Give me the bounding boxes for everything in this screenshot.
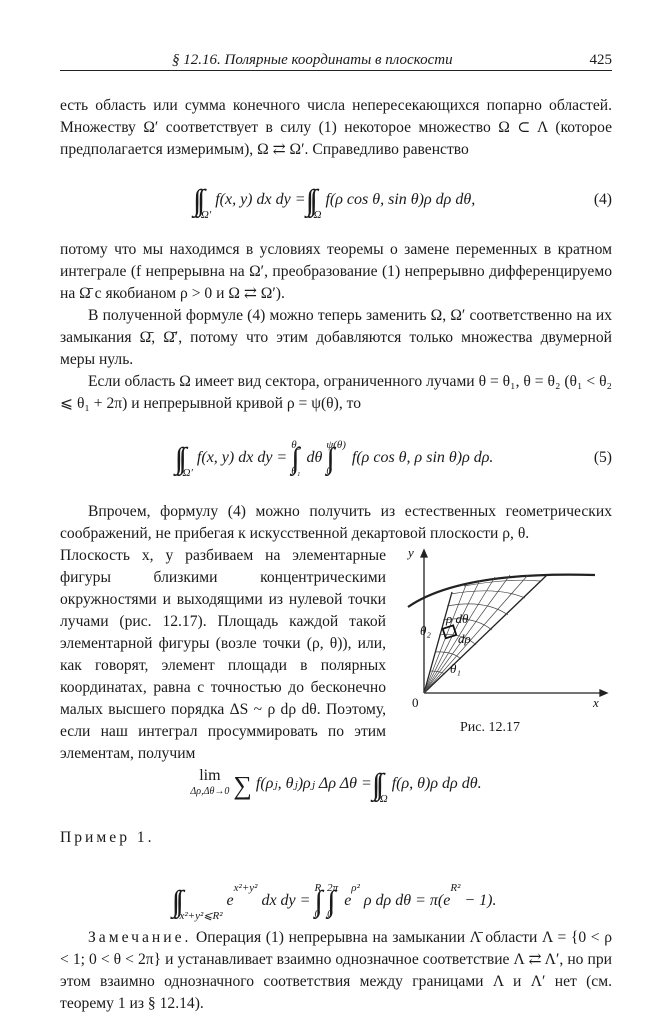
equation-5-number: (5)	[593, 449, 612, 466]
page-number: 425	[589, 52, 612, 68]
section-title: § 12.16. Полярные координаты в плоскости	[172, 52, 453, 68]
figure-12-17	[400, 545, 612, 745]
label-rho-dtheta: ρ dθ	[446, 611, 469, 626]
paragraph-geometric: Впрочем, формулу (4) можно получить из естественных геометрических соображений, не прибегая к искусственной декартовой плоскости ρ, θ.	[60, 503, 612, 542]
remark-label: Замечание.	[88, 929, 192, 946]
label-theta1: θ₁	[450, 661, 461, 676]
paragraph-sector: Если область Ω имеет вид сектора, ограниченного лучами θ = θ₁, θ = θ₂ (θ₁ < θ₂ ⩽ θ₁ + 2π) и непрерывной кривой ρ = ψ(θ), то	[60, 373, 612, 412]
paragraph-closure: В полученной формуле (4) можно теперь заменить Ω, Ω′ соответственно на их замыкания Ω̄, Ω̄′, потому что этим добавляются только множества двумерной меры нуль.	[60, 307, 612, 368]
equation-4	[60, 171, 612, 229]
label-d-rho: dρ	[458, 631, 471, 646]
figure-block	[60, 545, 612, 762]
paragraph-intro: есть область или сумма конечного числа непересекающихся попарно областей. Множеству Ω′ соответствует в силу (1) некоторое множество Ω ⊂ Λ (которое предполагается измеримым), Ω ⇄ Ω′. Справедливо равенство	[60, 97, 612, 158]
polar-grid-diagram	[400, 545, 612, 715]
example-label: Пример 1.	[60, 829, 155, 846]
label-theta2: θ₂	[420, 623, 431, 638]
equation-4-number: (4)	[593, 191, 612, 208]
equation-sum-limit	[60, 755, 612, 813]
ray-theta2	[424, 592, 452, 693]
paragraph-theorem-reference: потому что мы находимся в условиях теоремы о замене переменных в кратном интеграле (f непрерывна на Ω′, преобразование (1) непрерывно дифференцируемо на Ω̄ с якобианом ρ > 0 и Ω ⇄ Ω′).	[60, 241, 612, 302]
boundary-curve	[408, 575, 595, 607]
axis-label-x: x	[593, 695, 599, 710]
running-header	[60, 48, 612, 71]
y-axis-arrow-icon	[421, 550, 427, 557]
equation-example-expression: $_{x^2+y^2⩽R^2}$ $e^{x^2+y^2}$ dx dy = R 0 2π 0 $e^{\rho^2}$ ρ dρ $d\theta = \pi(e^{R^2} - 1)$.	[179, 881, 497, 922]
equation-example	[60, 859, 612, 922]
equation-5-expression: $_{\Omega'}$ f(x, y) dx dy = θ₂ θ₁ dθ ψ(θ) 0 f(ρ cos θ, ρ sin θ)ρ dρ.	[182, 438, 494, 479]
equation-5	[60, 425, 612, 491]
origin-label: 0	[412, 695, 419, 710]
axis-label-y: y	[408, 545, 414, 560]
remark-text: Операция (1) непрерывна на замыкании Λ̄ области Λ = {0 < ρ < 1; 0 < θ < 2π} и устанавливает взаимно однозначное соответствие Λ ⇄ Λ′, но при этом взаимно однозначного соответствия между границами Λ и Λ′ нет (см. теорему 1 из § 12.14).	[60, 929, 612, 1012]
equation-4-expression: $_{\Omega'}$ f(x, y) dx dy = $_\Omega$ f(ρ cos θ, sin θ)ρ dρ dθ,	[200, 191, 476, 221]
figure-caption: Рис. 12.17	[460, 720, 520, 735]
x-axis-arrow-icon	[600, 690, 607, 696]
grid-ray	[424, 575, 528, 693]
page	[60, 48, 612, 1015]
paragraph-elements: Плоскость x, y разбиваем на элементарные фигуры близкими концентрическими окружностями и выходящими из нулевой точки лучами (рис. 12.17). Площадь каждой такой элементарной фигуры (возле точки (ρ, θ)), или, как говорят, элемент площади в полярных координатах, равна с точностью до бесконечно малых высшего порядка ΔS ~ ρ dρ dθ. Поэтому, если наш интеграл просуммировать по этим элементам, получим	[60, 547, 386, 762]
equation-sum-expression: lim Δρ,Δθ→0 ∑ f(ρⱼ, θⱼ)ρⱼ Δρ Δθ = $_\Omega$ f(ρ, θ)ρ dρ dθ.	[190, 767, 482, 805]
